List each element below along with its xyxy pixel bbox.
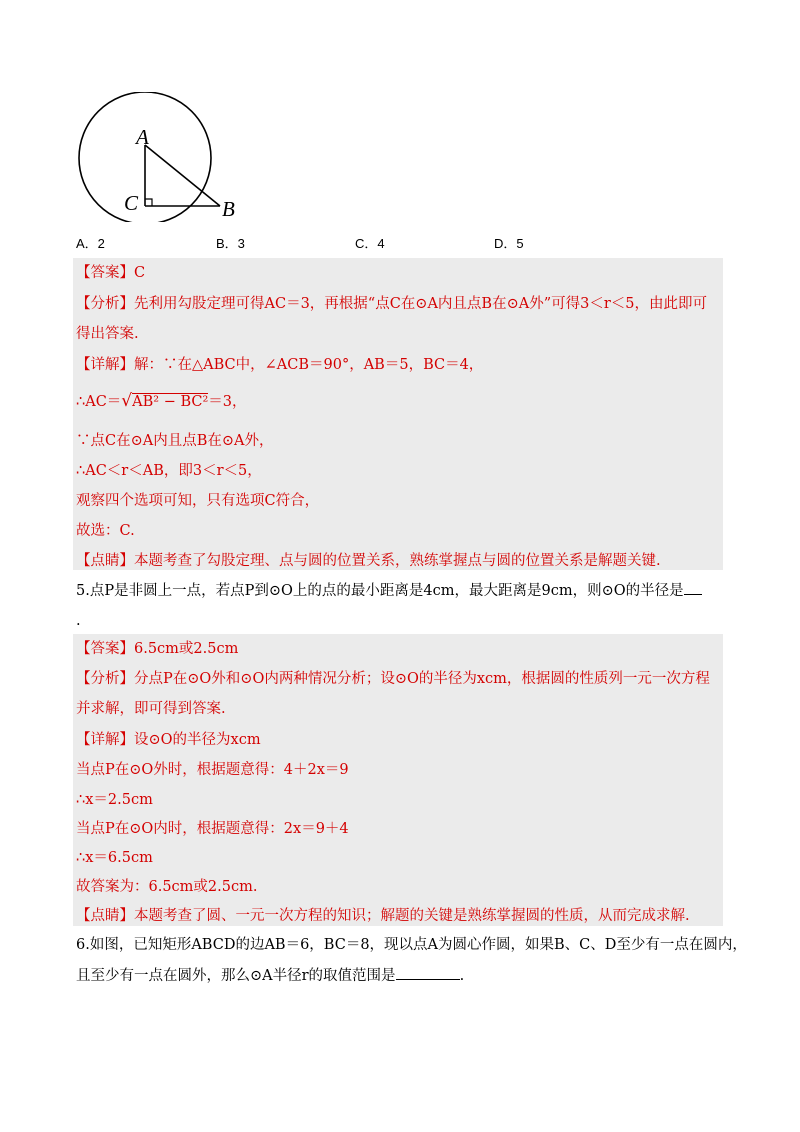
- q6-question-line-2: [76, 967, 464, 985]
- q4-detail-line-2: [76, 392, 247, 411]
- q5-analysis-line-2: 并求解，即可得到答案.: [76, 701, 226, 717]
- q4-detail-line-1: 【详解】解：∵在△ABC中，∠ACB＝90°，AB＝5，BC＝4，: [76, 357, 484, 373]
- q5-answer-blank: [684, 594, 702, 595]
- q4-detail-line-4: ∴AC＜r＜AB，即3＜r＜5，: [76, 463, 262, 479]
- q5-detail-line-5: ∴x＝6.5cm: [76, 850, 153, 866]
- q5-question-line-2: .: [76, 613, 81, 629]
- q5-analysis-line-1: 【分析】分点P在⊙O外和⊙O内两种情况分析；设⊙O的半径为xcm，根据圆的性质列一元一次方程: [76, 671, 710, 687]
- q5-detail-line-2: 当点P在⊙O外时，根据题意得：4＋2x＝9: [76, 762, 349, 778]
- option-c: C．4: [355, 236, 385, 251]
- geometry-figure: [72, 92, 252, 222]
- q4-detail-line-5: 观察四个选项可知，只有选项C符合，: [76, 493, 320, 509]
- label-b: B: [222, 197, 235, 221]
- q6-question-line-1: 6.如图，已知矩形ABCD的边AB＝6，BC＝8，现以点A为圆心作圆，如果B、C、D至少有一点在圆内，: [76, 937, 747, 953]
- right-angle-mark: [145, 199, 152, 206]
- q5-question-line-1: [76, 582, 702, 600]
- q4-answer: 【答案】C: [76, 265, 146, 281]
- q4-detail-line-3: ∵点C在⊙A内且点B在⊙A外，: [76, 433, 274, 449]
- q4-detail-2-suffix: ＝3，: [208, 394, 247, 410]
- q5-question-text: 5.点P是非圆上一点，若点P到⊙O上的点的最小距离是4cm，最大距离是9cm，则⊙O的半径是: [76, 583, 684, 599]
- q6-answer-blank: [396, 979, 460, 980]
- q6-question-end: .: [459, 968, 465, 984]
- label-c: C: [124, 191, 139, 215]
- radical-sign: √: [121, 391, 133, 411]
- option-d: D．5: [494, 236, 524, 251]
- q5-detail-line-3: ∴x＝2.5cm: [76, 792, 153, 808]
- q4-analysis-line-1: 【分析】先利用勾股定理可得AC＝3，再根据“点C在⊙A内且点B在⊙A外”可得3＜r＜5，由此即可: [76, 296, 707, 312]
- q5-detail-line-1: 【详解】设⊙O的半径为xcm: [76, 732, 261, 748]
- answer-options: [76, 233, 676, 253]
- q4-radicand: AB² − BC²: [132, 394, 209, 410]
- q5-detail-line-6: 故答案为：6.5cm或2.5cm.: [76, 879, 258, 895]
- q4-comment: 【点睛】本题考查了勾股定理、点与圆的位置关系，熟练掌握点与圆的位置关系是解题关键.: [76, 553, 661, 569]
- label-a: A: [136, 125, 149, 149]
- q4-detail-line-6: 故选：C.: [76, 523, 135, 539]
- q5-detail-line-4: 当点P在⊙O内时，根据题意得：2x＝9＋4: [76, 821, 349, 837]
- circle-triangle-diagram: [72, 92, 252, 222]
- option-b: B．3: [216, 236, 245, 251]
- q4-detail-2-prefix: ∴AC＝: [76, 394, 122, 410]
- q5-answer: 【答案】6.5cm或2.5cm: [76, 641, 239, 657]
- q6-question-text: 且至少有一点在圆外，那么⊙A半径r的取值范围是: [76, 968, 396, 984]
- q5-comment: 【点睛】本题考查了圆、一元一次方程的知识；解题的关键是熟练掌握圆的性质，从而完成求解.: [76, 908, 690, 924]
- option-a: A．2: [76, 236, 105, 251]
- q4-analysis-line-2: 得出答案.: [76, 326, 139, 342]
